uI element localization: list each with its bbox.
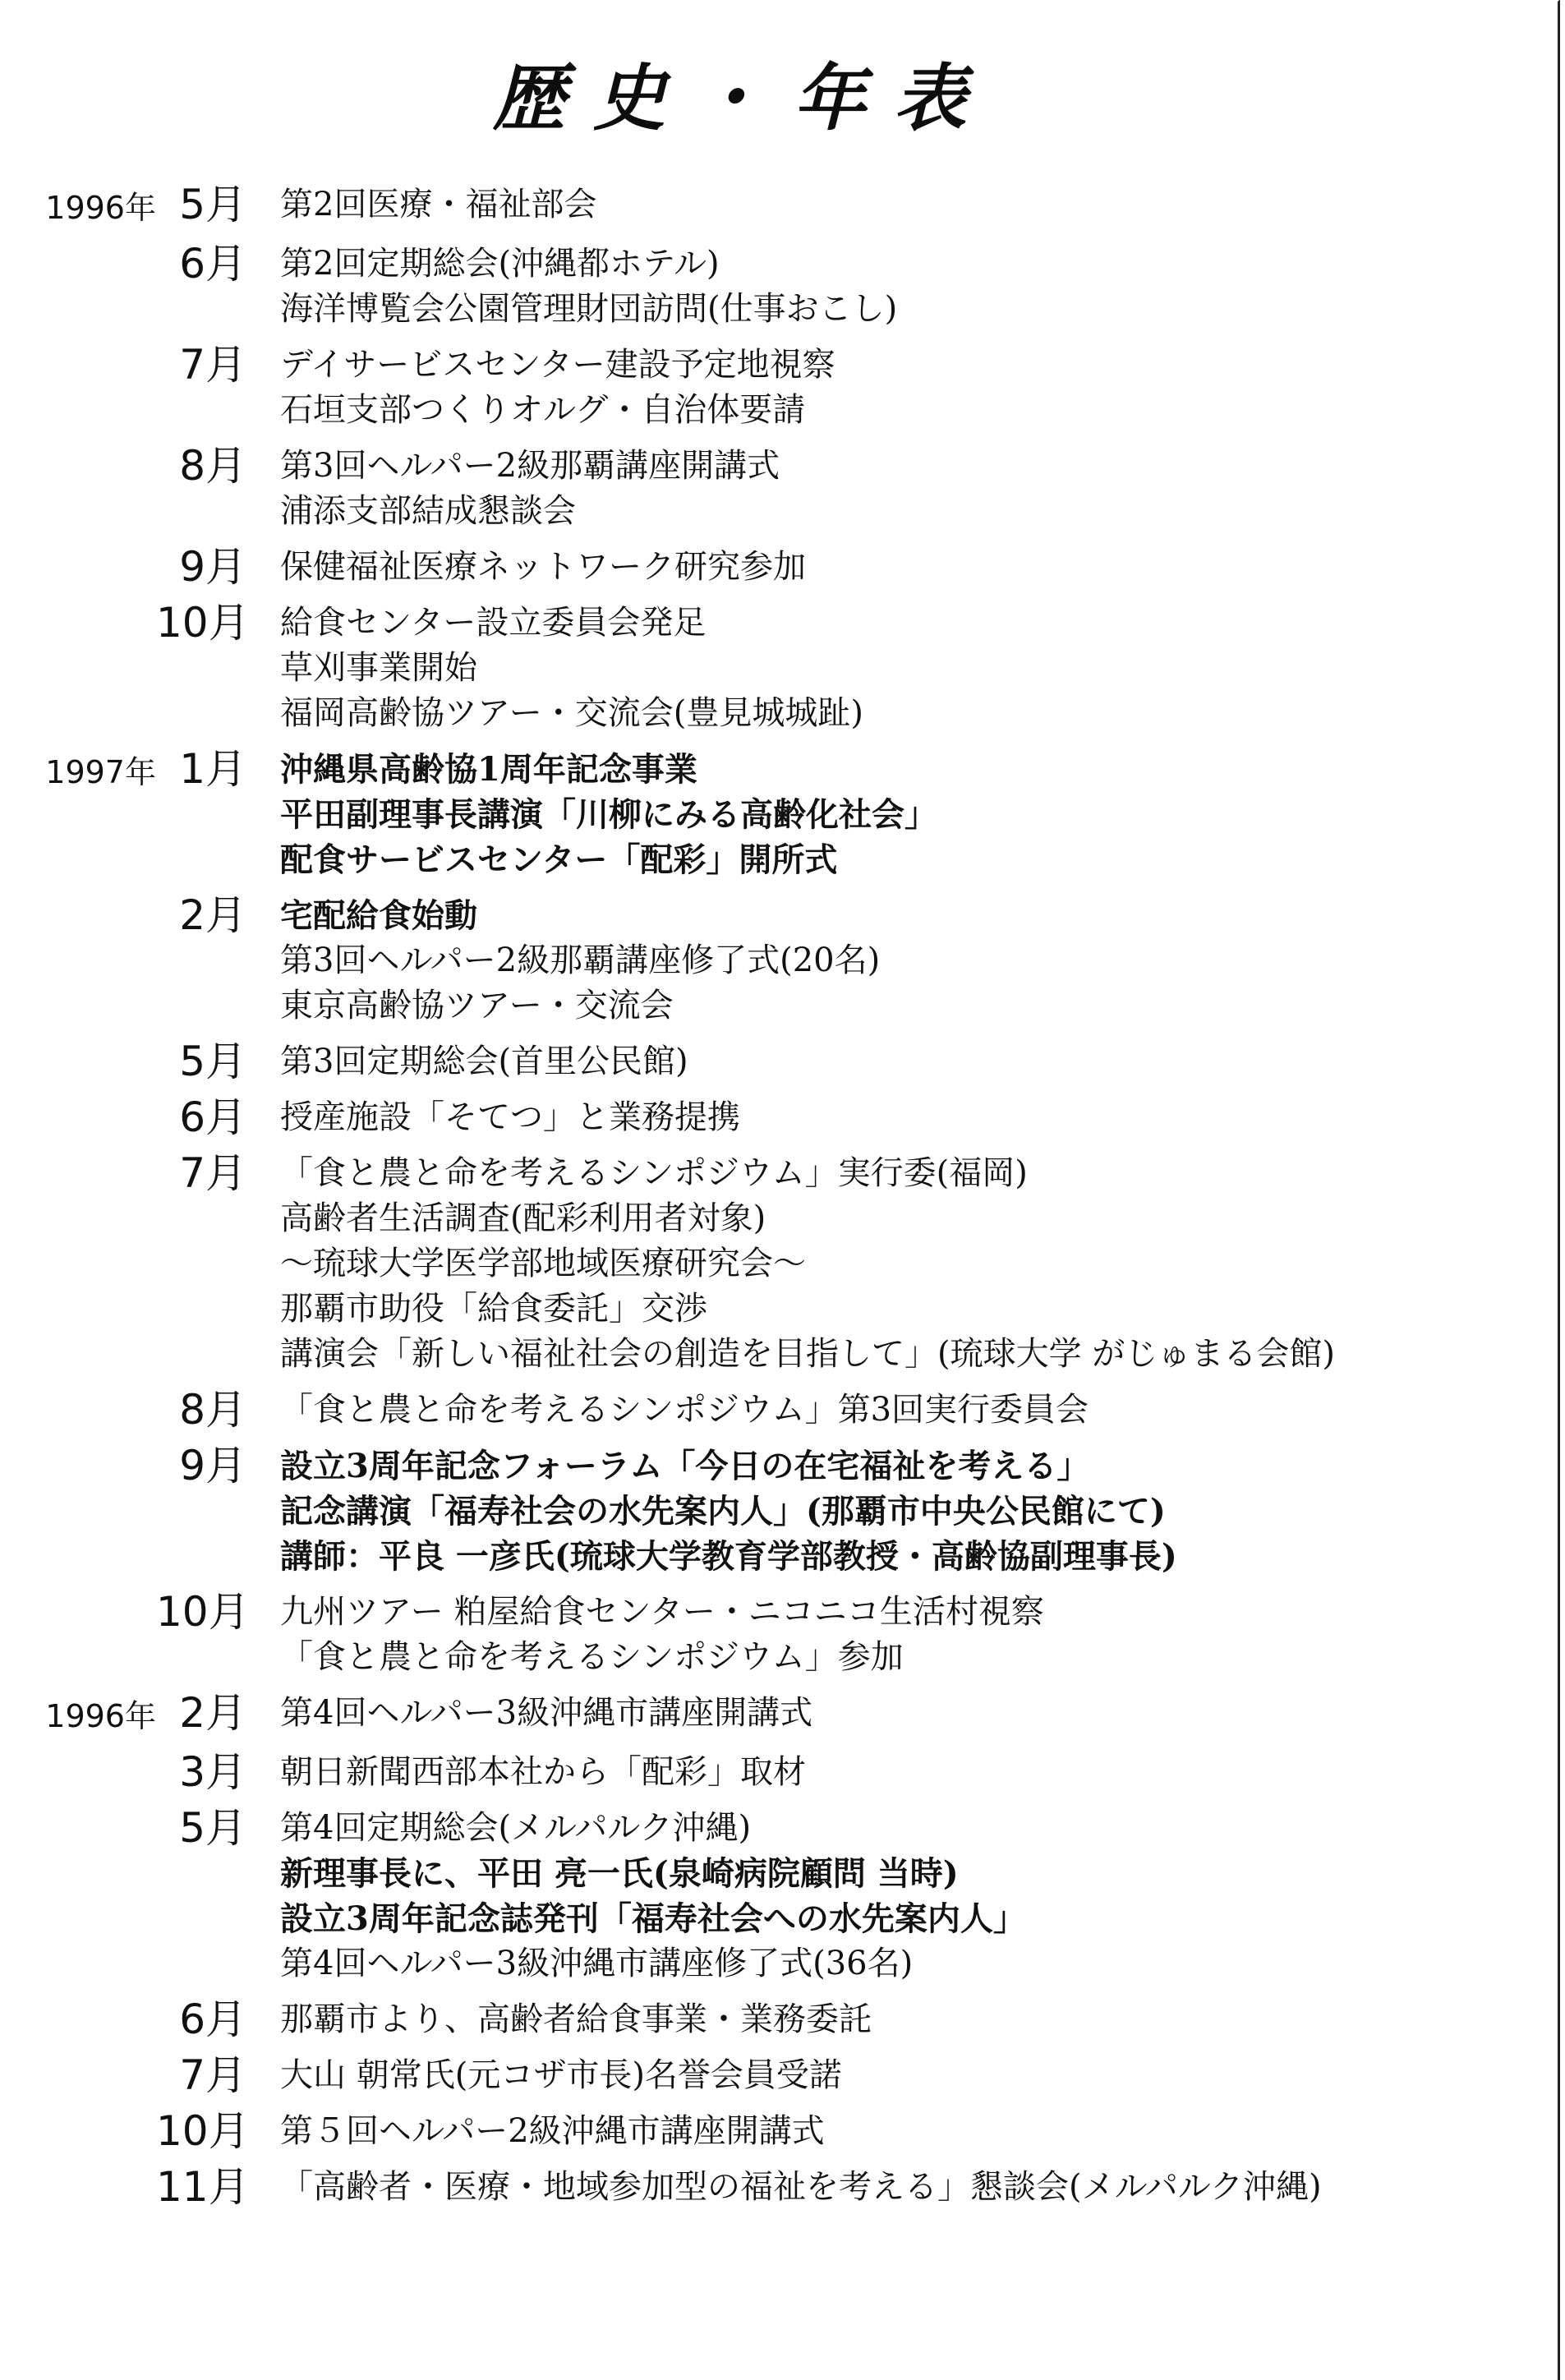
event-line: 新理事長に、平田 亮一氏(泉崎病院顧問 当時) <box>280 1854 959 1893</box>
entry-events <box>280 1806 1528 1986</box>
entry-month: 1月 <box>179 745 246 793</box>
timeline-entry <box>0 1750 1528 1795</box>
event-line: 第3回定期総会(首里公民館) <box>280 1043 688 1080</box>
entry-events <box>280 2053 1528 2098</box>
entry-year: 1996年 <box>45 190 156 226</box>
event-line: 宅配給食始動 <box>280 896 477 935</box>
timeline-entry <box>0 1590 1528 1680</box>
entry-month: 7月 <box>179 1149 246 1197</box>
entry-month: 7月 <box>179 341 246 389</box>
entry-year <box>0 545 156 548</box>
event-line: 第2回医療・福祉部会 <box>280 186 597 223</box>
event-line: 第4回定期総会(メルパルク沖縄) <box>280 1809 752 1847</box>
entry-year <box>0 444 156 447</box>
entry-events <box>280 1750 1528 1795</box>
event-line: デイサービスセンター建設予定地視察 <box>280 346 835 384</box>
event-line: 福岡高齢協ツアー・交流会(豊見城城趾) <box>280 694 864 732</box>
entry-month: 6月 <box>179 240 246 288</box>
entry-events <box>280 444 1528 534</box>
timeline-entry <box>0 2109 1528 2154</box>
entry-year: 1997年 <box>45 754 156 790</box>
entry-month: 11月 <box>156 2163 250 2211</box>
event-line: 「食と農と命を考えるシンポジウム」実行委(福岡) <box>280 1154 1028 1192</box>
entry-events <box>280 1997 1528 2042</box>
event-line: 授産施設「そてつ」と業務提携 <box>280 1098 740 1136</box>
timeline-entry <box>0 2165 1528 2210</box>
entry-events <box>280 2109 1528 2154</box>
event-line: 講演会「新しい福祉社会の創造を目指して」(琉球大学 がじゅまる会館) <box>280 1335 1335 1373</box>
event-line: 講師：平良 一彦氏(琉球大学教育学部教授・高齢協副理事長) <box>280 1537 1177 1576</box>
timeline-entry <box>0 893 1528 1029</box>
timeline-entry <box>0 1388 1528 1433</box>
page-title: 歴史・年表 <box>492 55 994 140</box>
entry-events <box>280 1388 1528 1433</box>
entry-year <box>0 1997 156 2000</box>
entry-year <box>0 1750 156 1753</box>
timeline-entry <box>0 1151 1528 1377</box>
entry-month: 2月 <box>179 891 246 939</box>
entry-events <box>280 1590 1528 1680</box>
entry-year <box>0 242 156 245</box>
event-line: 浦添支部結成懇談会 <box>280 492 576 530</box>
event-line: 那覇市助役「給食委託」交渉 <box>280 1290 707 1328</box>
event-line: 設立3周年記念誌発刊「福寿社会への水先案内人」 <box>280 1899 1026 1938</box>
entry-year <box>0 601 156 604</box>
timeline-entry <box>0 1095 1528 1140</box>
entry-year <box>0 343 156 346</box>
event-line: 「食と農と命を考えるシンポジウム」参加 <box>280 1638 904 1676</box>
event-line: 九州ツアー 粕屋給食センター・ニコニコ生活村視察 <box>280 1593 1044 1631</box>
entry-year: 1996年 <box>45 1698 156 1734</box>
entry-month: 2月 <box>179 1689 246 1737</box>
entry-events <box>280 1039 1528 1084</box>
event-line: 第3回ヘルパー2級那覇講座開講式 <box>280 447 780 485</box>
entry-month: 10月 <box>156 599 250 647</box>
event-line: 朝日新聞西部本社から「配彩」取材 <box>280 1753 806 1791</box>
entry-year <box>0 1039 156 1043</box>
event-line: 第4回ヘルパー3級沖縄市講座開講式 <box>280 1694 813 1732</box>
entry-year <box>0 1151 156 1154</box>
entry-month: 3月 <box>179 1748 246 1796</box>
timeline-entry <box>0 1039 1528 1084</box>
page-edge-rule <box>1558 0 1560 2380</box>
entry-month: 8月 <box>179 442 246 490</box>
entry-month: 10月 <box>156 1588 250 1636</box>
event-line: 保健福祉医療ネットワーク研究参加 <box>280 548 806 586</box>
entry-month: 7月 <box>179 2051 246 2099</box>
event-line: 草刈事業開始 <box>280 649 477 687</box>
timeline-entry <box>0 545 1528 590</box>
timeline-entry <box>0 747 1528 882</box>
entry-events <box>280 343 1528 433</box>
entry-month: 5月 <box>179 1038 246 1085</box>
timeline <box>0 182 1528 2221</box>
entry-events <box>280 747 1528 882</box>
entry-year <box>0 1443 156 1447</box>
event-line: 第3回ヘルパー2級那覇講座修了式(20名) <box>280 941 881 979</box>
timeline-entry <box>0 444 1528 534</box>
timeline-entry <box>0 1997 1528 2042</box>
event-line: 第2回定期総会(沖縄都ホテル) <box>280 245 720 283</box>
event-line: 高齢者生活調査(配彩利用者対象) <box>280 1199 766 1237</box>
event-line: 第５回ヘルパー2級沖縄市講座開講式 <box>280 2112 825 2150</box>
entry-year <box>0 1806 156 1809</box>
timeline-entry <box>0 1443 1528 1579</box>
event-line: 平田副理事長講演「川柳にみる高齢化社会」 <box>280 795 937 834</box>
timeline-entry <box>0 601 1528 736</box>
entry-month: 9月 <box>179 543 246 591</box>
timeline-entry <box>0 1691 1528 1739</box>
event-line: 「高齢者・医療・地域参加型の福祉を考える」懇談会(メルパルク沖縄) <box>280 2168 1322 2206</box>
entry-year <box>0 2109 156 2112</box>
timeline-entry <box>0 2053 1528 2098</box>
entry-month: 10月 <box>156 2107 250 2155</box>
entry-events <box>280 1095 1528 1140</box>
entry-events <box>280 1151 1528 1377</box>
event-line: ～琉球大学医学部地域医療研究会～ <box>280 1245 806 1282</box>
event-line: 大山 朝常氏(元コザ市長)名誉会員受諾 <box>280 2056 842 2094</box>
event-line: 配食サービスセンター「配彩」開所式 <box>280 840 838 879</box>
entry-events <box>280 601 1528 736</box>
entry-events <box>280 242 1528 332</box>
event-line: 石垣支部つくりオルグ・自治体要請 <box>280 391 806 429</box>
entry-year <box>0 893 156 896</box>
event-line: 第4回ヘルパー3級沖縄市講座修了式(36名) <box>280 1945 914 1982</box>
event-line: 海洋博覧会公園管理財団訪問(仕事おこし) <box>280 290 898 328</box>
entry-month: 6月 <box>179 1093 246 1141</box>
entry-events <box>280 893 1528 1029</box>
entry-month: 8月 <box>179 1386 246 1434</box>
timeline-entry <box>0 242 1528 332</box>
entry-month: 5月 <box>179 181 246 228</box>
timeline-entry <box>0 182 1528 231</box>
entry-events <box>280 545 1528 590</box>
entry-events <box>280 182 1528 228</box>
event-line: 給食センター設立委員会発足 <box>280 604 707 642</box>
entry-month: 9月 <box>179 1442 246 1489</box>
entry-year <box>0 2053 156 2056</box>
entry-year <box>0 1590 156 1593</box>
event-line: 設立3周年記念フォーラム「今日の在宅福祉を考える」 <box>280 1447 1090 1485</box>
event-line: 「食と農と命を考えるシンポジウム」第3回実行委員会 <box>280 1391 1089 1429</box>
timeline-entry <box>0 343 1528 433</box>
entry-year <box>0 2165 156 2168</box>
entry-events <box>280 2165 1528 2210</box>
entry-month: 6月 <box>179 1996 246 2043</box>
entry-year <box>0 1095 156 1098</box>
timeline-entry <box>0 1806 1528 1986</box>
entry-events <box>280 1691 1528 1736</box>
entry-events <box>280 1443 1528 1579</box>
event-line: 記念講演「福寿社会の水先案内人」(那覇市中央公民館にて) <box>280 1492 1166 1531</box>
event-line: 沖縄県高齢協1周年記念事業 <box>280 750 697 789</box>
entry-month: 5月 <box>179 1804 246 1852</box>
event-line: 東京高齢協ツアー・交流会 <box>280 987 674 1024</box>
entry-year <box>0 1388 156 1391</box>
event-line: 那覇市より、高齢者給食事業・業務委託 <box>280 2000 872 2038</box>
